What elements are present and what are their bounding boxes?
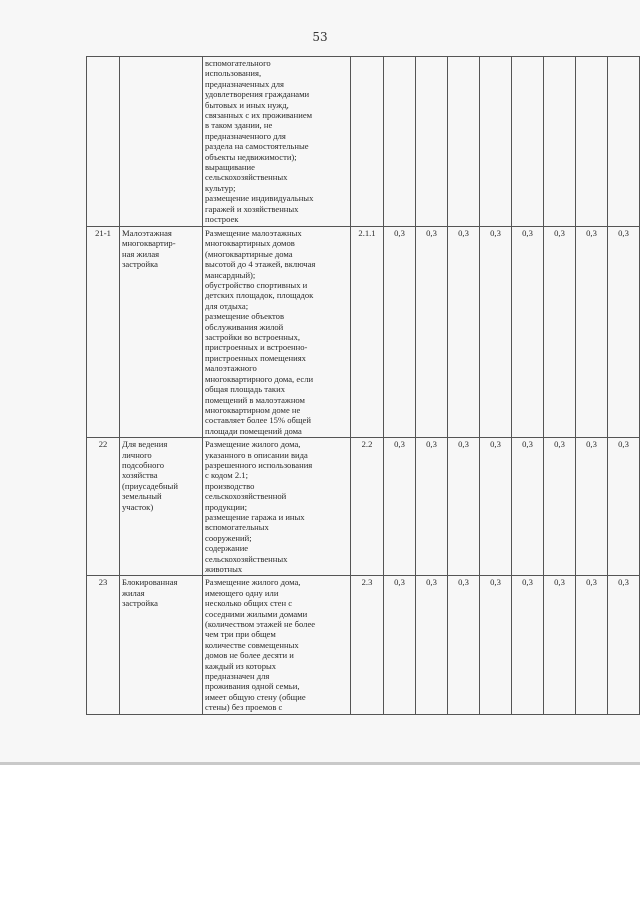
description-line: (многоквартирные дома bbox=[205, 248, 293, 259]
coefficient-cell bbox=[512, 57, 544, 227]
description-line: многоквартирного дома, если bbox=[205, 373, 314, 384]
land-use-name-line: личного bbox=[122, 449, 152, 460]
description-line: продукции; bbox=[205, 501, 247, 512]
description-line: Размещение малоэтажных bbox=[205, 228, 302, 238]
description-line: бытовых и иных нужд, bbox=[205, 99, 289, 110]
land-use-name-line: Малоэтажная bbox=[122, 228, 172, 238]
row-number-cell: 22 bbox=[87, 438, 120, 576]
coefficient-cell: 0,3 bbox=[448, 438, 480, 576]
description-cell bbox=[203, 57, 351, 227]
coefficient-cell: 0,3 bbox=[544, 576, 576, 714]
coefficient-cell: 0,3 bbox=[480, 438, 512, 576]
row-number-cell bbox=[87, 57, 120, 227]
description-line: вспомогательных bbox=[205, 522, 269, 533]
description-line: предназначенного для bbox=[205, 130, 286, 141]
coefficient-cell: 0,3 bbox=[576, 438, 608, 576]
description-line: раздела на самостоятельные bbox=[205, 141, 309, 152]
coefficient-cell: 0,3 bbox=[384, 227, 416, 438]
description-line: размещение гаража и иных bbox=[205, 511, 305, 522]
description-line: для отдыха; bbox=[205, 300, 249, 311]
classification-code-cell: 2.2 bbox=[351, 438, 384, 576]
description-line: общая площадь таких bbox=[205, 384, 286, 395]
description-line: сооружений; bbox=[205, 532, 252, 543]
land-use-name-line: застройка bbox=[122, 259, 158, 270]
page-number: 53 bbox=[312, 30, 328, 44]
description-line: составляет более 15% общей bbox=[205, 415, 311, 426]
land-use-name-line: застройка bbox=[122, 598, 158, 609]
description-line: размещение объектов bbox=[205, 311, 285, 322]
description-line: разрешенного использования bbox=[205, 459, 313, 470]
description-line: детских площадок, площадок bbox=[205, 290, 314, 301]
classification-code-cell: 2.3 bbox=[351, 576, 384, 714]
land-use-name-cell bbox=[120, 438, 203, 576]
coefficient-cell: 0,3 bbox=[512, 438, 544, 576]
coefficient-cell bbox=[544, 57, 576, 227]
land-use-name-cell bbox=[120, 57, 203, 227]
table-row bbox=[87, 576, 640, 714]
coefficient-cell bbox=[384, 57, 416, 227]
description-line: мансардный); bbox=[205, 269, 256, 280]
description-line: домов не более десяти и bbox=[205, 650, 294, 661]
land-use-name-line: участок) bbox=[122, 501, 154, 512]
coefficient-cell: 0,3 bbox=[416, 227, 448, 438]
description-line: сельскохозяйственных bbox=[205, 172, 288, 183]
coefficient-cell bbox=[416, 57, 448, 227]
description-cell bbox=[203, 438, 351, 576]
description-line: несколько общих стен с bbox=[205, 598, 293, 609]
description-line: высотой до 4 этажей, включая bbox=[205, 259, 316, 270]
coefficient-cell: 0,3 bbox=[448, 227, 480, 438]
description-line: гаражей и хозяйственных bbox=[205, 203, 299, 214]
table-row bbox=[87, 227, 640, 438]
land-use-name-line: (приусадебный bbox=[122, 480, 178, 491]
coefficient-cell bbox=[480, 57, 512, 227]
description-cell bbox=[203, 227, 351, 438]
land-use-name-line: подсобного bbox=[122, 459, 165, 470]
description-line: пристроенных помещениях bbox=[205, 352, 306, 363]
description-line: связанных с их проживанием bbox=[205, 110, 313, 121]
description-line: выращивание bbox=[205, 162, 255, 173]
description-line: предназначенных для bbox=[205, 78, 285, 89]
description-line: размещение индивидуальных bbox=[205, 193, 314, 204]
description-line: имеет общую стену (общие bbox=[205, 691, 306, 702]
table-row bbox=[87, 438, 640, 576]
land-use-name-line: жилая bbox=[122, 587, 145, 598]
coefficient-cell: 0,3 bbox=[384, 438, 416, 576]
land-use-table bbox=[86, 56, 640, 715]
land-use-name-line: хозяйства bbox=[122, 470, 158, 481]
coefficient-cell: 0,3 bbox=[608, 438, 640, 576]
description-line: чем три при общем bbox=[205, 629, 276, 640]
land-use-name-line: Для ведения bbox=[122, 439, 168, 450]
table-row bbox=[87, 57, 640, 227]
description-line: с кодом 2.1; bbox=[205, 470, 248, 481]
description-line: (количеством этажей не более bbox=[205, 619, 316, 630]
description-line: обустройство спортивных и bbox=[205, 280, 308, 291]
coefficient-cell: 0,3 bbox=[416, 438, 448, 576]
description-line: использования, bbox=[205, 68, 262, 79]
coefficient-cell: 0,3 bbox=[544, 227, 576, 438]
land-use-name-line: земельный bbox=[122, 491, 162, 502]
coefficient-cell: 0,3 bbox=[512, 576, 544, 714]
description-line: предназначен для bbox=[205, 671, 270, 682]
description-line: пристроенных и встроенно- bbox=[205, 342, 308, 353]
coefficient-cell: 0,3 bbox=[608, 576, 640, 714]
coefficient-cell bbox=[608, 57, 640, 227]
land-use-name-line: ная жилая bbox=[122, 248, 160, 259]
description-line: культур; bbox=[205, 182, 236, 193]
land-use-name-line: многоквартир- bbox=[122, 238, 176, 249]
description-line: многоквартирных домов bbox=[205, 238, 295, 249]
coefficient-cell bbox=[448, 57, 480, 227]
row-number-cell: 23 bbox=[87, 576, 120, 714]
table-body bbox=[87, 57, 640, 715]
description-line: вспомогательного bbox=[205, 58, 271, 68]
description-line: содержание bbox=[205, 543, 249, 554]
coefficient-cell: 0,3 bbox=[384, 576, 416, 714]
coefficient-cell: 0,3 bbox=[608, 227, 640, 438]
description-line: соседними жилыми домами bbox=[205, 608, 308, 619]
coefficient-cell bbox=[576, 57, 608, 227]
description-line: в таком здании, не bbox=[205, 120, 273, 131]
coefficient-cell: 0,3 bbox=[448, 576, 480, 714]
description-line: малоэтажного bbox=[205, 363, 257, 374]
classification-code-cell bbox=[351, 57, 384, 227]
coefficient-cell: 0,3 bbox=[416, 576, 448, 714]
description-line: удовлетворения гражданами bbox=[205, 89, 310, 100]
description-line: построек bbox=[205, 214, 239, 225]
classification-code-cell: 2.1.1 bbox=[351, 227, 384, 438]
description-line: животных bbox=[205, 564, 243, 574]
land-use-name-line: Блокированная bbox=[122, 577, 178, 588]
description-line: количестве совмещенных bbox=[205, 639, 299, 650]
coefficient-cell: 0,3 bbox=[480, 576, 512, 714]
coefficient-cell: 0,3 bbox=[576, 576, 608, 714]
description-line: сельскохозяйственных bbox=[205, 553, 288, 564]
coefficient-cell: 0,3 bbox=[480, 227, 512, 438]
description-line: обслуживания жилой bbox=[205, 321, 284, 332]
description-line: производство bbox=[205, 480, 255, 491]
land-use-name-cell bbox=[120, 576, 203, 714]
description-line: площади помещений дома bbox=[205, 425, 302, 436]
row-number-cell: 21-1 bbox=[87, 227, 120, 438]
description-line: Размещение жилого дома, bbox=[205, 439, 301, 450]
description-line: указанного в описании вида bbox=[205, 449, 308, 460]
description-cell bbox=[203, 576, 351, 714]
description-line: многоквартирном доме не bbox=[205, 404, 301, 415]
description-line: Размещение жилого дома, bbox=[205, 577, 301, 588]
description-line: помещений в малоэтажном bbox=[205, 394, 305, 405]
description-line: каждый из которых bbox=[205, 660, 277, 671]
description-line: стены) без проемов с bbox=[205, 702, 283, 713]
land-use-name-cell bbox=[120, 227, 203, 438]
coefficient-cell: 0,3 bbox=[544, 438, 576, 576]
description-line: проживания одной семьи, bbox=[205, 681, 300, 692]
description-line: объекты недвижимости); bbox=[205, 151, 297, 162]
description-line: сельскохозяйственной bbox=[205, 491, 287, 502]
coefficient-cell: 0,3 bbox=[576, 227, 608, 438]
description-line: имеющего одну или bbox=[205, 587, 279, 598]
coefficient-cell: 0,3 bbox=[512, 227, 544, 438]
description-line: застройки во встроенных, bbox=[205, 332, 301, 343]
